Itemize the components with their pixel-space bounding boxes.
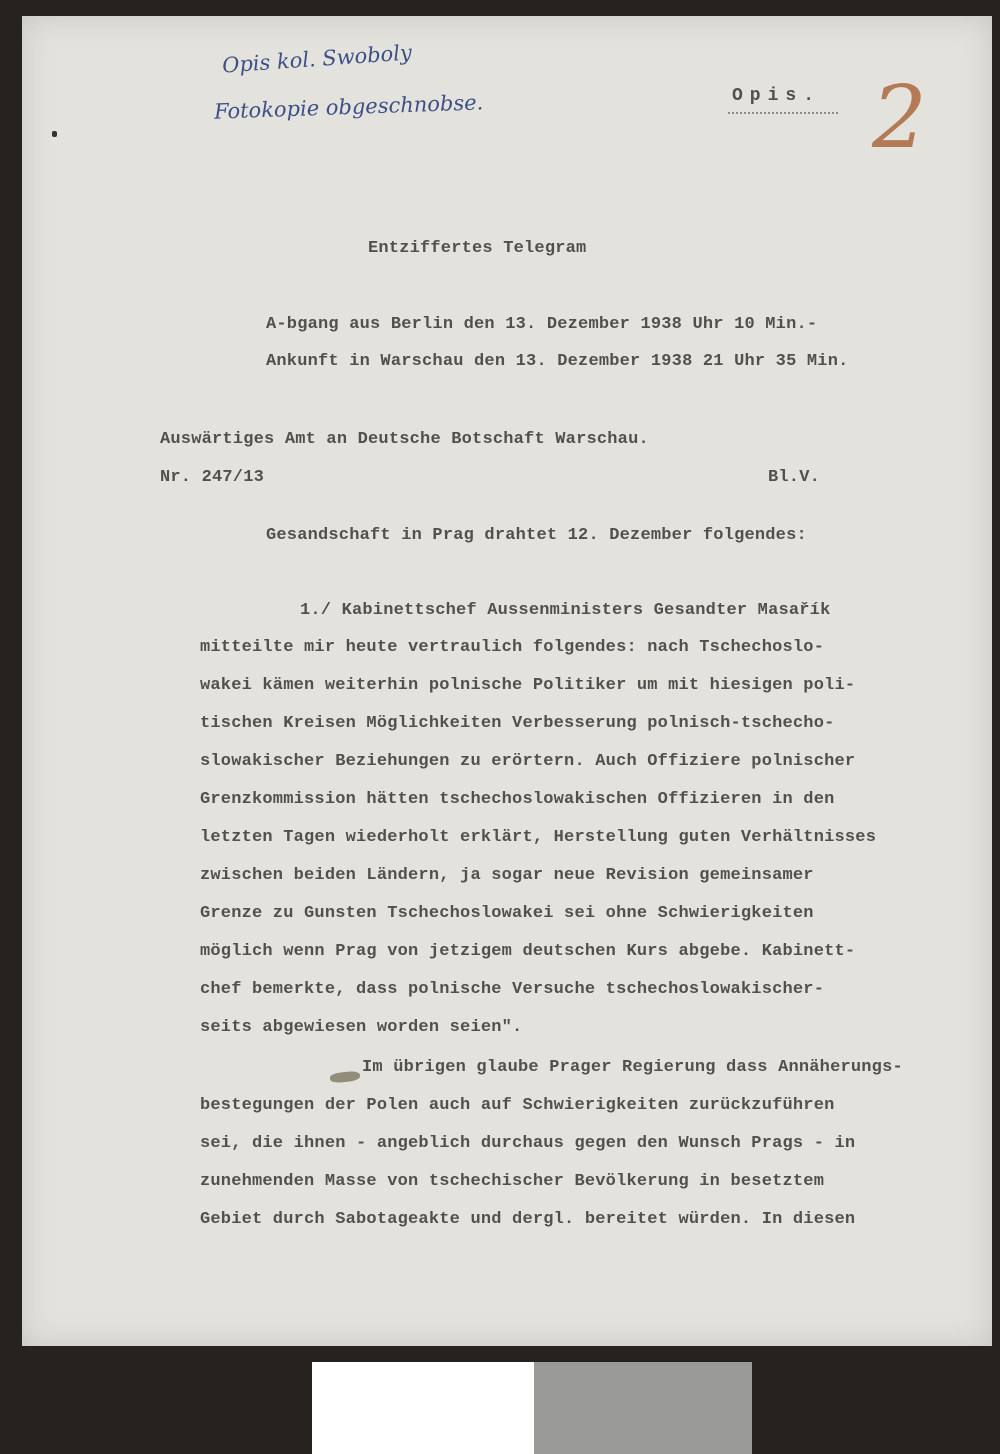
body-line: Grenze zu Gunsten Tschechoslowakei sei ohne Schwierigkeiten: [200, 904, 814, 923]
body-line: Gebiet durch Sabotageakte und dergl. bereitet würden. In diesen: [200, 1210, 856, 1229]
telegram-code: Bl.V.: [768, 468, 821, 487]
body-line: zunehmenden Masse von tschechischer Bevölkerung in besetztem: [200, 1172, 825, 1191]
body-line: chef bemerkte, dass polnische Versuche tschechoslowakischer-: [200, 980, 825, 999]
body-line: bestegungen der Polen auch auf Schwierigkeiten zurückzuführen: [200, 1096, 835, 1115]
calibration-white-patch: [312, 1362, 534, 1454]
color-calibration-target: [312, 1362, 752, 1454]
body-line: slowakischer Beziehungen zu erörtern. Auch Offiziere polnischer: [200, 752, 856, 771]
copy-label: Opis.: [732, 86, 822, 106]
telegram-title: Entziffertes Telegram: [368, 239, 587, 258]
body-line: Grenzkommission hätten tschechoslowakischen Offizieren in den: [200, 790, 835, 809]
body-line: zwischen beiden Ländern, ja sogar neue Revision gemeinsamer: [200, 866, 814, 885]
ink-dot: [52, 131, 57, 137]
handwritten-note-line2: Fotokopie obgeschnobse.: [213, 90, 484, 124]
addressee-line: Auswärtiges Amt an Deutsche Botschaft Warschau.: [160, 430, 649, 449]
body-line: sei, die ihnen - angeblich durchaus gegen den Wunsch Prags - in: [200, 1134, 856, 1153]
handwritten-page-number: 2: [872, 68, 927, 168]
body-line: Im übrigen glaube Prager Regierung dass Annäherungs-: [362, 1058, 903, 1077]
body-line: seits abgewiesen worden seien".: [200, 1018, 523, 1037]
body-line: letzten Tagen wiederholt erklärt, Herstellung guten Verhältnisses: [200, 828, 877, 847]
arrival-line: Ankunft in Warschau den 13. Dezember 1938 21 Uhr 35 Min.: [266, 352, 849, 371]
body-line: 1./ Kabinettschef Aussenministers Gesandter Masařík: [300, 601, 831, 620]
handwritten-note-line1: Opis kol. Swoboly: [221, 40, 413, 78]
body-line: wakei kämen weiterhin polnische Politiker um mit hiesigen poli-: [200, 676, 856, 695]
copy-label-underline: [728, 112, 838, 114]
departure-line: A-bgang aus Berlin den 13. Dezember 1938 Uhr 10 Min.-: [266, 315, 818, 334]
calibration-gray-patch: [534, 1362, 752, 1454]
intro-line: Gesandschaft in Prag drahtet 12. Dezember folgendes:: [266, 526, 807, 545]
body-line: möglich wenn Prag von jetzigem deutschen Kurs abgebe. Kabinett-: [200, 942, 856, 961]
body-line: mitteilte mir heute vertraulich folgendes: nach Tschechoslo-: [200, 638, 825, 657]
telegram-number: Nr. 247/13: [160, 468, 265, 487]
body-line: tischen Kreisen Möglichkeiten Verbesserung polnisch-tschecho-: [200, 714, 835, 733]
